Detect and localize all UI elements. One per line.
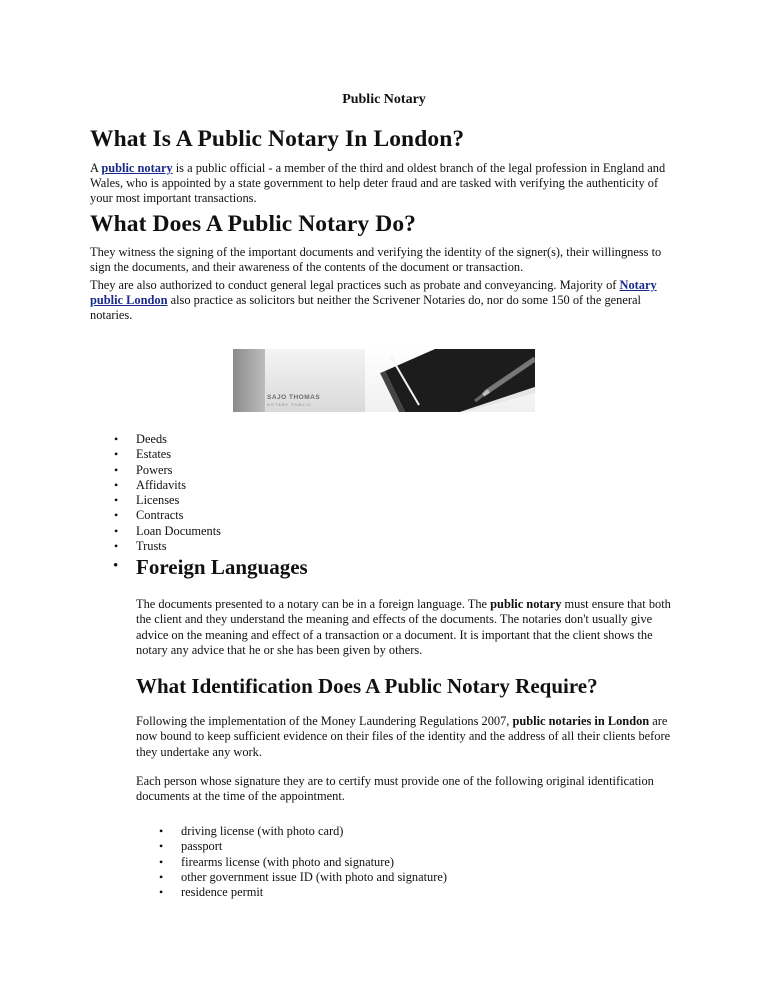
bold-public-notary: public notary (490, 597, 562, 611)
list-item (159, 869, 447, 885)
list-item (114, 432, 221, 447)
banner-left-pane (233, 349, 265, 412)
bullet-icon: • (114, 462, 119, 477)
text-segment: must ensure that both the client and they understand the meaning and effects of the documents. The notaries don't usually give advice on the meaning and effect of a transaction or a document. It is important that the client shows the notary any advice that he or she has been given by others. (136, 597, 671, 657)
list-item (159, 824, 447, 839)
bullet-icon: • (114, 523, 119, 538)
text-segment: are now bound to keep sufficient evidence on their files of the identity and the address of all their clients before they undertake any work. (136, 714, 671, 759)
list-item-label: firearms license (with photo and signature) (181, 854, 394, 869)
list-item-label: Powers (136, 462, 173, 477)
intro-content (90, 124, 680, 323)
list-item-label: Loan Documents (136, 523, 221, 538)
list-item (159, 839, 447, 854)
list-item-label: passport (181, 839, 223, 854)
bullet-icon: • (114, 539, 119, 554)
paragraph-what-does-1: They witness the signing of the important documents and verifying the identity of the signer(s), their willingness to sign the documents, and their awareness of the contents of the document or transaction. (90, 245, 662, 274)
notary-banner-image (233, 349, 535, 412)
list-item-label: Deeds (136, 432, 167, 446)
bullet-icon: • (159, 885, 164, 900)
list-item-label: Contracts (136, 508, 184, 523)
notebook-pen-photo (365, 349, 535, 412)
list-item-label: Licenses (136, 493, 180, 508)
public-notary-link[interactable]: public notary (101, 161, 173, 175)
heading-foreign-languages: Foreign Languages (136, 555, 308, 579)
bullet-icon: • (114, 477, 119, 492)
list-item (159, 885, 447, 900)
paragraph-identification-1 (136, 714, 681, 760)
list-item (114, 462, 221, 478)
list-item (159, 854, 447, 870)
list-item (114, 477, 221, 493)
bullet-icon: • (114, 508, 119, 523)
notebook-pen-icon (365, 349, 535, 412)
bullet-icon: • (159, 824, 164, 838)
services-list (114, 432, 221, 554)
paragraph-what-does-2 (90, 278, 680, 323)
text-segment: The documents presented to a notary can be in a foreign language. The (136, 597, 491, 611)
document-title: Public Notary (342, 92, 426, 107)
list-item (114, 508, 221, 523)
identification-block (136, 714, 681, 804)
list-item (114, 447, 221, 462)
bullet-icon: • (159, 839, 164, 854)
id-documents-list (159, 824, 447, 900)
bullet-icon: • (114, 432, 119, 446)
paragraph-what-is (90, 161, 680, 206)
bold-public-notaries-london: public notaries in London (512, 714, 650, 728)
notary-public-london-link[interactable]: Notary public London (90, 278, 657, 307)
heading-what-does: What Does A Public Notary Do? (90, 211, 417, 237)
text-segment: is a public official - a member of the third and oldest branch of the legal profession in England and Wales, who is appointed by a state government to help deter fraud and are tasked with verifying the authenticity of your most important transactions. (90, 161, 666, 205)
bullet-icon: • (114, 447, 119, 462)
list-item-label: Trusts (136, 539, 167, 554)
paragraph-identification-2: Each person whose signature they are to certify must provide one of the following original identification documents at the time of the appointment. (136, 773, 654, 804)
banner-brand: SAJO THOMAS (267, 394, 321, 401)
list-item (114, 523, 221, 539)
paragraph-foreign-languages (136, 597, 681, 658)
list-item-label: Estates (136, 447, 172, 462)
text-segment: A (90, 161, 102, 175)
text-segment: Following the implementation of the Money Laundering Regulations 2007, (136, 714, 513, 728)
list-item-label: residence permit (181, 885, 264, 900)
foreign-languages-block (136, 597, 681, 658)
bullet-icon: • (114, 493, 119, 508)
heading-what-is: What Is A Public Notary In London? (90, 126, 465, 152)
banner-brand-sub: NOTARY PUBLIC (267, 402, 312, 407)
list-item (114, 493, 221, 508)
text-segment: also practice as solicitors but neither the Scrivener Notaries do, nor do some 150 of the general notaries. (90, 293, 641, 322)
heading-identification: What Identification Does A Public Notary Require? (136, 674, 598, 698)
list-item-label: other government issue ID (with photo and signature) (181, 869, 447, 884)
bullet-icon: • (159, 869, 164, 884)
list-item-label: driving license (with photo card) (181, 824, 344, 838)
bullet-icon: • (159, 854, 164, 869)
text-segment: They are also authorized to conduct general legal practices such as probate and conveyancing. Majority of (90, 278, 620, 292)
list-item-label: Affidavits (136, 477, 187, 492)
bullet-icon: • (113, 558, 119, 574)
